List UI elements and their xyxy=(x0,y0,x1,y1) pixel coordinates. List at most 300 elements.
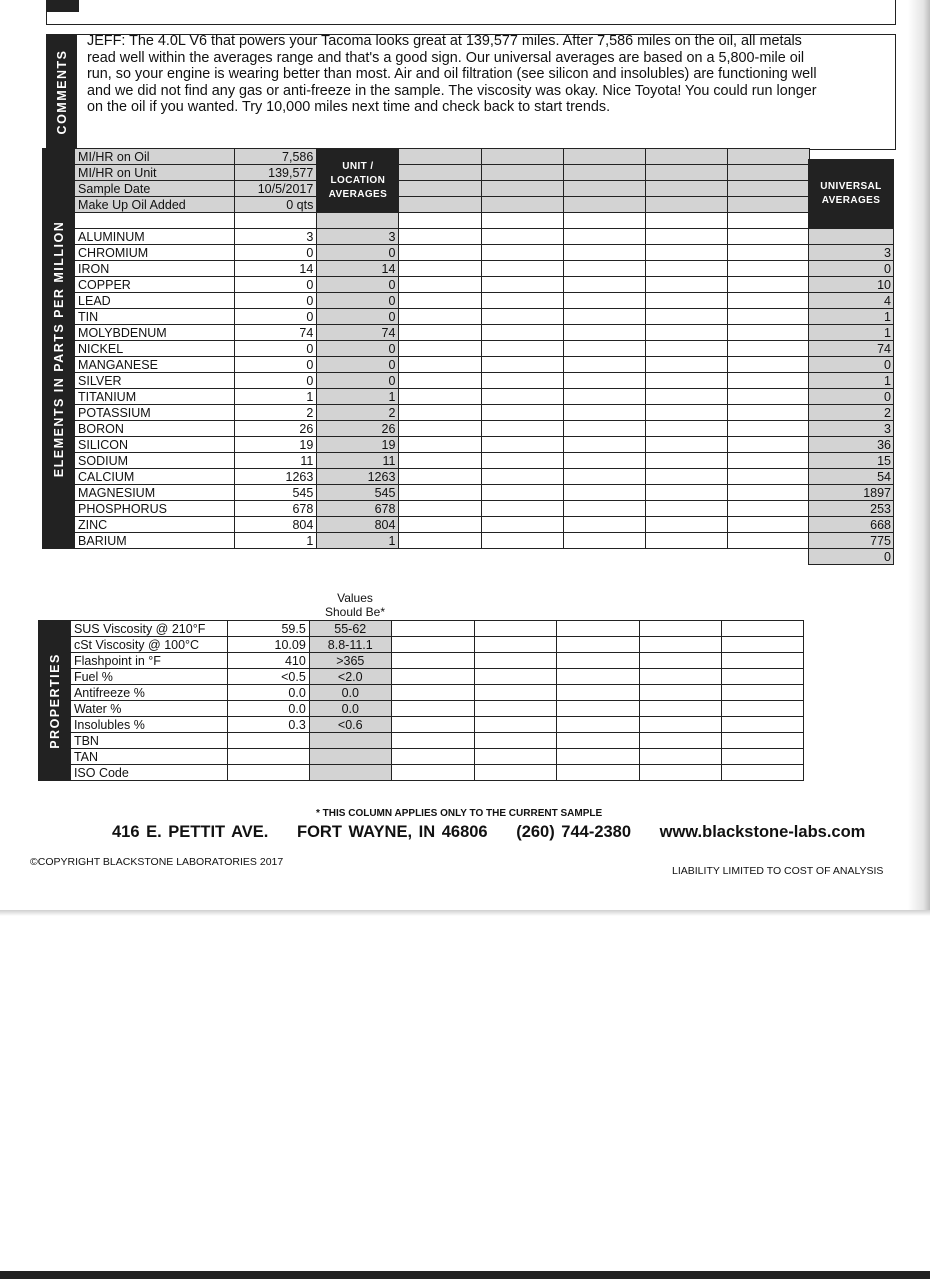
blank-history-cell xyxy=(727,181,809,197)
blank-history-cell xyxy=(563,485,645,501)
element-unit-average: 3 xyxy=(317,229,399,245)
universal-row xyxy=(809,517,894,533)
properties-sidebar xyxy=(39,621,71,781)
element-value: 1263 xyxy=(235,469,317,485)
blank-history-cell xyxy=(481,325,563,341)
blank-history-cell xyxy=(481,197,563,213)
property-value xyxy=(227,733,309,749)
element-name: NICKEL xyxy=(75,341,235,357)
element-name: SILVER xyxy=(75,373,235,389)
blank-history-cell xyxy=(557,733,640,749)
blank-history-cell xyxy=(727,325,809,341)
element-value: 2 xyxy=(235,405,317,421)
property-row xyxy=(39,653,804,669)
sample-info-value: 7,586 xyxy=(235,149,317,165)
blank-history-cell xyxy=(557,685,640,701)
blank-history-cell xyxy=(727,437,809,453)
page-edge-shadow xyxy=(0,910,930,916)
element-name: MOLYBDENUM xyxy=(75,325,235,341)
blank-history-cell xyxy=(640,749,722,765)
blank-history-cell xyxy=(399,437,481,453)
blank-history-cell xyxy=(640,765,722,781)
property-should-be xyxy=(309,749,391,765)
universal-row xyxy=(809,501,894,517)
blank-history-cell xyxy=(727,165,809,181)
blank-history-cell xyxy=(563,405,645,421)
element-value: 0 xyxy=(235,341,317,357)
universal-row xyxy=(809,469,894,485)
blank-history-cell xyxy=(474,685,557,701)
universal-row xyxy=(809,245,894,261)
universal-average-value: 668 xyxy=(809,517,894,533)
element-unit-average: 0 xyxy=(317,277,399,293)
universal-row xyxy=(809,325,894,341)
element-row xyxy=(43,437,810,453)
element-name: ALUMINUM xyxy=(75,229,235,245)
universal-average-value: 0 xyxy=(809,549,894,565)
property-row xyxy=(39,685,804,701)
blank-history-cell xyxy=(645,197,727,213)
blank-history-cell xyxy=(563,197,645,213)
blank-history-cell xyxy=(557,653,640,669)
universal-row xyxy=(809,453,894,469)
blank-history-cell xyxy=(640,621,722,637)
blank-history-cell xyxy=(722,669,804,685)
blank-history-cell xyxy=(722,733,804,749)
blank-history-cell xyxy=(563,341,645,357)
blank-history-cell xyxy=(481,261,563,277)
universal-row xyxy=(809,421,894,437)
blank-history-cell xyxy=(563,213,645,229)
universal-row xyxy=(809,277,894,293)
blank-history-cell xyxy=(722,749,804,765)
universal-average-value: 74 xyxy=(809,341,894,357)
universal-row xyxy=(809,549,894,565)
universal-row xyxy=(809,405,894,421)
blank-history-cell xyxy=(727,293,809,309)
element-value: 14 xyxy=(235,261,317,277)
property-should-be: <0.6 xyxy=(309,717,391,733)
blank-history-cell xyxy=(645,517,727,533)
element-name: POTASSIUM xyxy=(75,405,235,421)
blank-history-cell xyxy=(391,669,474,685)
element-unit-average: 1 xyxy=(317,389,399,405)
element-name: MANGANESE xyxy=(75,357,235,373)
element-unit-average: 26 xyxy=(317,421,399,437)
blank-history-cell xyxy=(391,765,474,781)
element-row xyxy=(43,533,810,549)
element-value: 0 xyxy=(235,357,317,373)
element-name: PHOSPHORUS xyxy=(75,501,235,517)
blank-history-cell xyxy=(399,341,481,357)
universal-spacer xyxy=(809,229,894,245)
blank-history-cell xyxy=(727,229,809,245)
blank-history-cell xyxy=(399,245,481,261)
liability-note: LIABILITY LIMITED TO COST OF ANALYSIS xyxy=(672,865,884,877)
element-value: 1 xyxy=(235,389,317,405)
blank-history-cell xyxy=(640,701,722,717)
element-value: 19 xyxy=(235,437,317,453)
blank-history-cell xyxy=(640,669,722,685)
blank-history-cell xyxy=(640,717,722,733)
blank-history-cell xyxy=(645,181,727,197)
blank-cell xyxy=(75,213,235,229)
blank-history-cell xyxy=(481,517,563,533)
element-row xyxy=(43,389,810,405)
element-unit-average: 19 xyxy=(317,437,399,453)
properties-label: PROPERTIES xyxy=(48,652,62,749)
blank-history-cell xyxy=(563,277,645,293)
universal-row xyxy=(809,309,894,325)
element-row xyxy=(43,277,810,293)
blank-history-cell xyxy=(645,229,727,245)
comments-box xyxy=(46,34,896,150)
blank-history-cell xyxy=(645,293,727,309)
blank-history-cell xyxy=(645,405,727,421)
blank-history-cell xyxy=(481,533,563,549)
universal-average-value: 0 xyxy=(809,357,894,373)
element-value: 804 xyxy=(235,517,317,533)
universal-row xyxy=(809,485,894,501)
blank-history-cell xyxy=(727,341,809,357)
property-value: 0.0 xyxy=(227,685,309,701)
blank-history-cell xyxy=(645,341,727,357)
blank-history-cell xyxy=(481,453,563,469)
blank-history-cell xyxy=(645,245,727,261)
blank-history-cell xyxy=(645,533,727,549)
blank-history-cell xyxy=(645,325,727,341)
sample-info-row xyxy=(43,149,810,165)
blank-history-cell xyxy=(399,213,481,229)
blank-history-cell xyxy=(391,685,474,701)
blank-history-cell xyxy=(399,453,481,469)
property-value: 10.09 xyxy=(227,637,309,653)
footnote: * THIS COLUMN APPLIES ONLY TO THE CURRENT SAMPLE xyxy=(316,808,603,819)
blank-history-cell xyxy=(474,733,557,749)
universal-average-value: 54 xyxy=(809,469,894,485)
scan-bottom-border xyxy=(0,1271,930,1279)
element-unit-average: 804 xyxy=(317,517,399,533)
blank-history-cell xyxy=(481,421,563,437)
sample-info-value: 10/5/2017 xyxy=(235,181,317,197)
property-name: ISO Code xyxy=(70,765,227,781)
blank-history-cell xyxy=(557,717,640,733)
element-name: BARIUM xyxy=(75,533,235,549)
blank-history-cell xyxy=(640,685,722,701)
blank-history-cell xyxy=(563,501,645,517)
blank-history-cell xyxy=(563,229,645,245)
element-value: 0 xyxy=(235,309,317,325)
blank-history-cell xyxy=(727,357,809,373)
element-name: TITANIUM xyxy=(75,389,235,405)
sample-info-value: 139,577 xyxy=(235,165,317,181)
element-unit-average: 1263 xyxy=(317,469,399,485)
blank-history-cell xyxy=(722,701,804,717)
property-value xyxy=(227,749,309,765)
blank-history-cell xyxy=(481,165,563,181)
blank-history-cell xyxy=(563,293,645,309)
property-value: 410 xyxy=(227,653,309,669)
blank-history-cell xyxy=(727,501,809,517)
blank-history-cell xyxy=(399,293,481,309)
element-value: 1 xyxy=(235,533,317,549)
blank-history-cell xyxy=(391,733,474,749)
blank-history-cell xyxy=(474,765,557,781)
elements-table xyxy=(42,148,810,549)
element-unit-average: 0 xyxy=(317,373,399,389)
blank-cell xyxy=(235,213,317,229)
blank-history-cell xyxy=(399,309,481,325)
blank-history-cell xyxy=(474,717,557,733)
blank-history-cell xyxy=(399,261,481,277)
element-name: BORON xyxy=(75,421,235,437)
blank-history-cell xyxy=(481,181,563,197)
blank-history-cell xyxy=(391,653,474,669)
element-value: 26 xyxy=(235,421,317,437)
universal-averages-header: UNIVERSAL AVERAGES xyxy=(809,160,894,229)
blank-history-cell xyxy=(640,637,722,653)
blank-history-cell xyxy=(722,653,804,669)
universal-average-value: 0 xyxy=(809,261,894,277)
element-unit-average: 0 xyxy=(317,357,399,373)
universal-average-value: 3 xyxy=(809,245,894,261)
universal-row xyxy=(809,293,894,309)
blank-history-cell xyxy=(645,485,727,501)
blank-history-cell xyxy=(563,181,645,197)
blank-history-cell xyxy=(722,765,804,781)
blank-history-cell xyxy=(645,421,727,437)
blank-history-cell xyxy=(563,517,645,533)
blank-history-cell xyxy=(399,325,481,341)
blank-history-cell xyxy=(727,197,809,213)
element-value: 678 xyxy=(235,501,317,517)
sample-info-label: MI/HR on Oil xyxy=(75,149,235,165)
blank-history-cell xyxy=(481,277,563,293)
blank-history-cell xyxy=(722,637,804,653)
element-name: SILICON xyxy=(75,437,235,453)
blank-history-cell xyxy=(557,621,640,637)
element-value: 74 xyxy=(235,325,317,341)
property-should-be: >365 xyxy=(309,653,391,669)
blank-history-cell xyxy=(727,261,809,277)
blank-history-cell xyxy=(481,213,563,229)
blank-history-cell xyxy=(481,389,563,405)
sample-info-label: MI/HR on Unit xyxy=(75,165,235,181)
element-row xyxy=(43,293,810,309)
property-should-be: 55-62 xyxy=(309,621,391,637)
blank-history-cell xyxy=(481,149,563,165)
blank-history-cell xyxy=(481,293,563,309)
property-row xyxy=(39,765,804,781)
blank-history-cell xyxy=(563,453,645,469)
blank-history-cell xyxy=(563,261,645,277)
element-value: 3 xyxy=(235,229,317,245)
universal-average-value: 1897 xyxy=(809,485,894,501)
blank-history-cell xyxy=(563,437,645,453)
element-unit-average: 2 xyxy=(317,405,399,421)
blank-history-cell xyxy=(399,421,481,437)
blank-history-cell xyxy=(727,453,809,469)
blank-history-cell xyxy=(563,421,645,437)
blank-history-cell xyxy=(391,701,474,717)
property-row xyxy=(39,621,804,637)
spacer-row xyxy=(43,213,810,229)
blank-history-cell xyxy=(557,637,640,653)
element-name: COPPER xyxy=(75,277,235,293)
blank-history-cell xyxy=(474,701,557,717)
blank-history-cell xyxy=(640,733,722,749)
blank-history-cell xyxy=(399,501,481,517)
blank-history-cell xyxy=(645,261,727,277)
blank-history-cell xyxy=(563,389,645,405)
blank-history-cell xyxy=(474,653,557,669)
element-value: 11 xyxy=(235,453,317,469)
universal-row xyxy=(809,373,894,389)
blank-history-cell xyxy=(645,389,727,405)
blank-history-cell xyxy=(399,165,481,181)
blank-cell xyxy=(317,213,399,229)
property-value xyxy=(227,765,309,781)
element-row xyxy=(43,245,810,261)
element-row xyxy=(43,421,810,437)
blank-history-cell xyxy=(727,373,809,389)
element-name: LEAD xyxy=(75,293,235,309)
blank-history-cell xyxy=(645,453,727,469)
property-row xyxy=(39,717,804,733)
property-name: TAN xyxy=(70,749,227,765)
universal-average-value: 1 xyxy=(809,373,894,389)
element-unit-average: 0 xyxy=(317,309,399,325)
property-should-be: <2.0 xyxy=(309,669,391,685)
property-value: <0.5 xyxy=(227,669,309,685)
blank-history-cell xyxy=(399,405,481,421)
sample-info-row xyxy=(43,197,810,213)
lab-address-line xyxy=(112,823,865,842)
sample-info-row xyxy=(43,165,810,181)
blank-history-cell xyxy=(645,437,727,453)
blank-history-cell xyxy=(481,229,563,245)
blank-history-cell xyxy=(640,653,722,669)
blank-history-cell xyxy=(645,501,727,517)
blank-history-cell xyxy=(481,245,563,261)
element-unit-average: 74 xyxy=(317,325,399,341)
element-unit-average: 0 xyxy=(317,341,399,357)
element-name: TIN xyxy=(75,309,235,325)
blank-history-cell xyxy=(481,357,563,373)
blank-history-cell xyxy=(557,669,640,685)
universal-row xyxy=(809,389,894,405)
property-name: Insolubles % xyxy=(70,717,227,733)
blank-history-cell xyxy=(399,149,481,165)
element-row xyxy=(43,485,810,501)
universal-average-value: 1 xyxy=(809,325,894,341)
blank-history-cell xyxy=(727,389,809,405)
blank-history-cell xyxy=(727,309,809,325)
blank-history-cell xyxy=(399,373,481,389)
blank-history-cell xyxy=(727,421,809,437)
blank-history-cell xyxy=(399,277,481,293)
element-name: MAGNESIUM xyxy=(75,485,235,501)
blank-history-cell xyxy=(399,197,481,213)
universal-row xyxy=(809,437,894,453)
element-unit-average: 1 xyxy=(317,533,399,549)
property-should-be: 8.8-11.1 xyxy=(309,637,391,653)
property-value: 0.0 xyxy=(227,701,309,717)
street-address: 416 E. PETTIT AVE. xyxy=(112,823,269,841)
blank-history-cell xyxy=(645,213,727,229)
blank-history-cell xyxy=(481,501,563,517)
blank-history-cell xyxy=(645,277,727,293)
element-value: 0 xyxy=(235,293,317,309)
blank-history-cell xyxy=(474,621,557,637)
blank-history-cell xyxy=(722,717,804,733)
universal-average-value: 1 xyxy=(809,309,894,325)
element-row xyxy=(43,405,810,421)
copyright: ©COPYRIGHT BLACKSTONE LABORATORIES 2017 xyxy=(30,856,284,868)
element-row xyxy=(43,373,810,389)
universal-average-value: 2 xyxy=(809,405,894,421)
property-value: 0.3 xyxy=(227,717,309,733)
top-frame xyxy=(46,0,896,25)
blank-history-cell xyxy=(481,437,563,453)
blank-history-cell xyxy=(481,341,563,357)
blank-history-cell xyxy=(722,685,804,701)
universal-average-value: 15 xyxy=(809,453,894,469)
element-unit-average: 14 xyxy=(317,261,399,277)
property-name: Flashpoint in °F xyxy=(70,653,227,669)
blank-history-cell xyxy=(391,749,474,765)
blank-history-cell xyxy=(481,373,563,389)
sample-info-label: Sample Date xyxy=(75,181,235,197)
property-name: Water % xyxy=(70,701,227,717)
blank-history-cell xyxy=(474,749,557,765)
property-row xyxy=(39,669,804,685)
blank-history-cell xyxy=(399,469,481,485)
blank-history-cell xyxy=(727,517,809,533)
values-should-be-label: Values Should Be* xyxy=(324,591,386,619)
blank-history-cell xyxy=(474,669,557,685)
element-row xyxy=(43,501,810,517)
element-row xyxy=(43,517,810,533)
blank-history-cell xyxy=(557,701,640,717)
element-unit-average: 11 xyxy=(317,453,399,469)
blank-history-cell xyxy=(727,485,809,501)
element-name: IRON xyxy=(75,261,235,277)
blank-history-cell xyxy=(399,533,481,549)
property-name: Antifreeze % xyxy=(70,685,227,701)
blank-history-cell xyxy=(399,517,481,533)
property-row xyxy=(39,701,804,717)
universal-average-value: 253 xyxy=(809,501,894,517)
blank-history-cell xyxy=(399,181,481,197)
element-unit-average: 0 xyxy=(317,245,399,261)
blank-history-cell xyxy=(563,373,645,389)
universal-averages-table xyxy=(808,159,894,565)
element-row xyxy=(43,261,810,277)
element-row xyxy=(43,341,810,357)
element-row xyxy=(43,357,810,373)
property-should-be: 0.0 xyxy=(309,685,391,701)
blank-history-cell xyxy=(563,309,645,325)
blank-history-cell xyxy=(391,717,474,733)
elements-label: ELEMENTS IN PARTS PER MILLION xyxy=(52,220,66,477)
comments-text: JEFF: The 4.0L V6 that powers your Tacoma looks great at 139,577 miles. After 7,586 miles on the oil, all metals read well within the averages range and that's a good sign. Our universal averages are based on a 5,800-mile oil run, so your engine is wearing better than most. Air and oil filtration (see silicon and insolubles) are functioning well and we did not find any gas or anti-freeze in the sample. The viscosity was okay. Nice Toyota! You could run longer on the oil if you wanted. Try 10,000 miles next time and check back to start trends. xyxy=(87,33,817,115)
property-name: TBN xyxy=(70,733,227,749)
blank-history-cell xyxy=(645,165,727,181)
website-link[interactable]: www.blackstone-labs.com xyxy=(659,823,866,841)
sample-info-value: 0 qts xyxy=(235,197,317,213)
blank-history-cell xyxy=(727,277,809,293)
